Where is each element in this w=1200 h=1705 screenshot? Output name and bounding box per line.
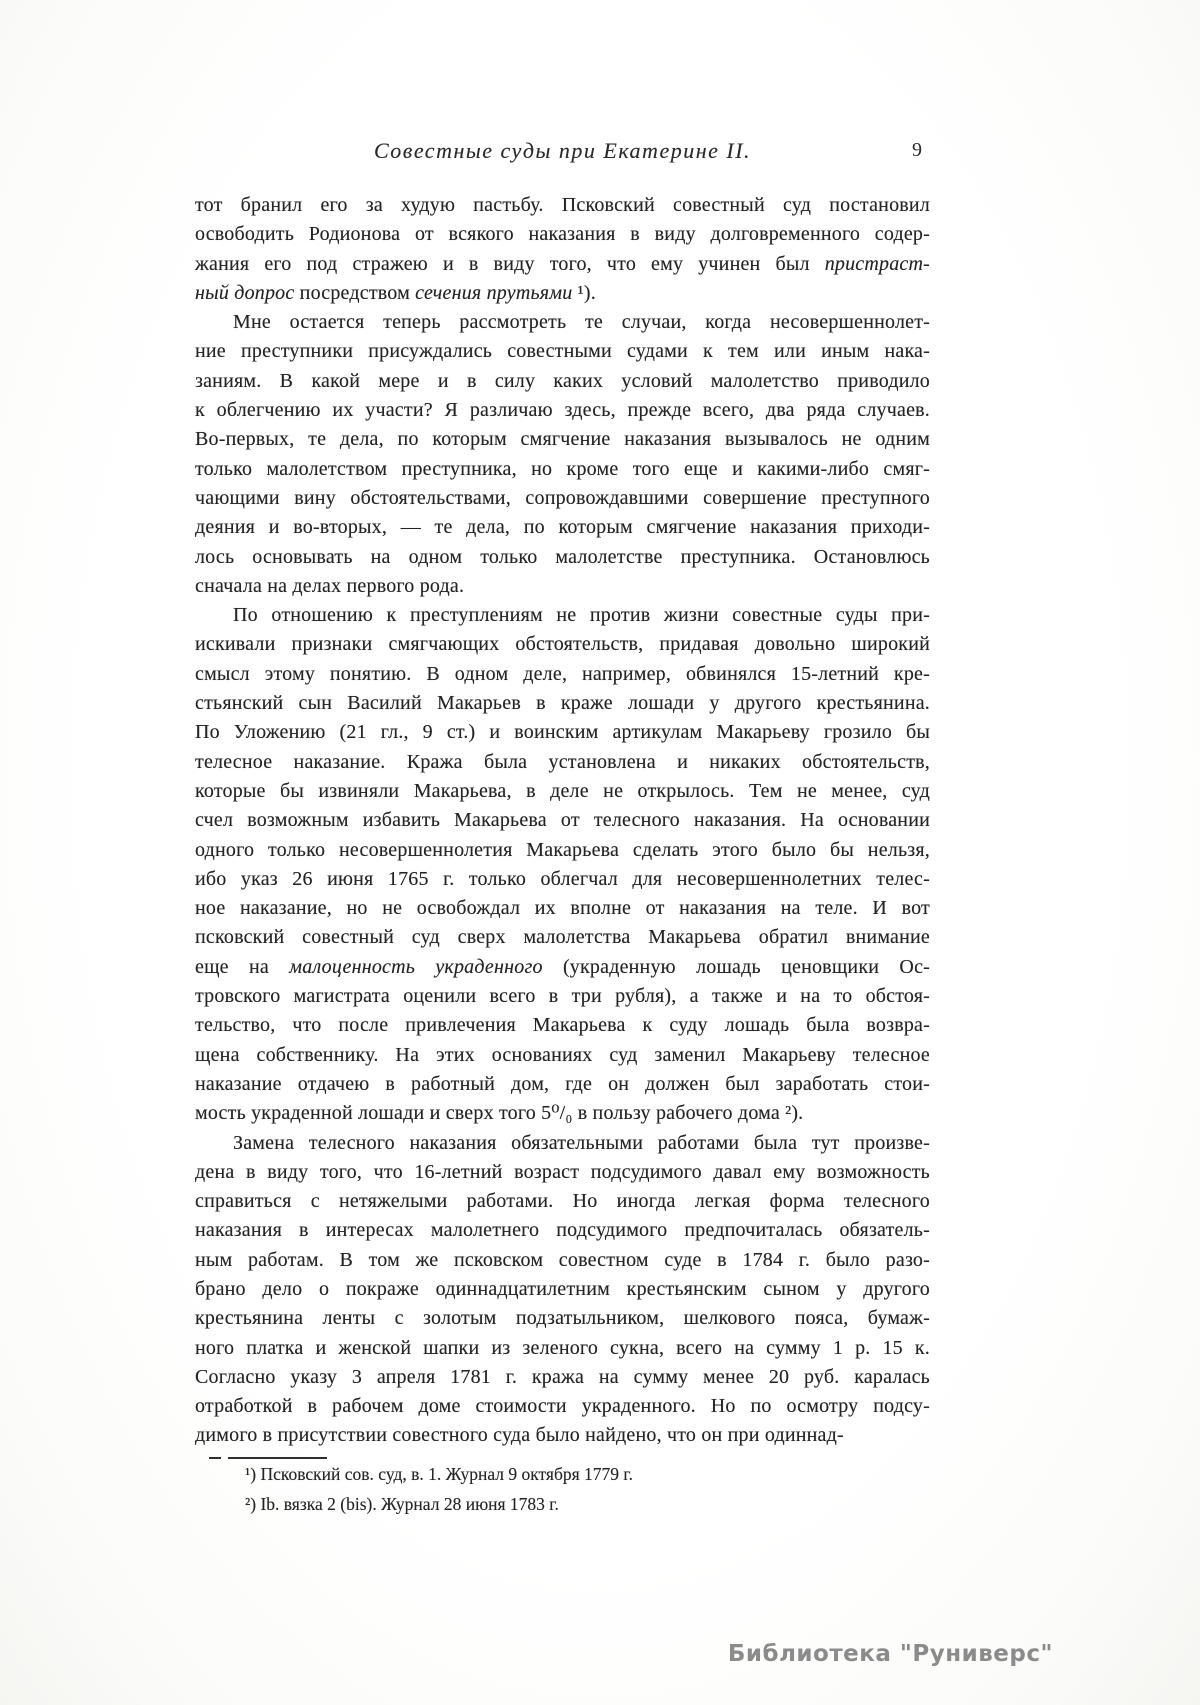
text-line: Согласно указу 3 апреля 1781 г. кража на сумму менее 20 руб. каралась — [195, 1365, 930, 1388]
paragraph — [195, 601, 930, 1128]
library-watermark: Библиотека "Руниверс" — [727, 1641, 1053, 1667]
text-line: тельство, что после привлечения Макарьева к суду лошадь была возвра- — [195, 1014, 930, 1037]
text-line: лось основывать на одном только малолетстве преступника. Остановлюсь — [195, 545, 930, 568]
text-line: ного платка и женской шапки из зеленого сукна, всего на сумму 1 р. 15 к. — [195, 1336, 930, 1359]
text-line: ние преступники присуждались совестными судами к тем или иным нака- — [195, 340, 930, 363]
text-line: освободить Родионова от всякого наказания в виду долговременного содер- — [195, 223, 930, 246]
paragraph — [195, 191, 930, 308]
text-line: Мне остается теперь рассмотреть те случаи, когда несовершеннолет- — [233, 311, 930, 334]
text-line: ибо указ 26 июня 1765 г. только облегчал для несовершеннолетних телес- — [195, 867, 930, 890]
text-line: брано дело о покраже одиннадцатилетним крестьянским сыном у другого — [195, 1277, 930, 1300]
text-line: тот бранил его за худую пастьбу. Псковский совестный суд постановил — [195, 194, 930, 216]
text-line: стьянский сын Василий Макарьев в краже лошади у другого крестьянина. — [195, 692, 930, 715]
body-paragraphs — [195, 191, 930, 1451]
text-line: Замена телесного наказания обязательными работами была тут произве- — [233, 1131, 930, 1154]
text-line: щена собственнику. На этих основаниях суд заменил Макарьеву телесное — [195, 1043, 930, 1066]
text-line: ный допрос посредством сечения прутьями ¹). — [195, 281, 596, 304]
text-line: По отношению к преступлениям не против жизни совестные суды при- — [233, 604, 930, 627]
text-line: телесное наказание. Кража была установлена и никаких обстоятельств, — [195, 750, 930, 773]
running-header-title: Совестные суды при Екатерине II. — [373, 138, 752, 163]
text-line: наказание отдачею в работный дом, где он должен был заработать стои- — [195, 1072, 930, 1095]
text-line: мость украденной лошади и сверх того 5⁰/₀ в пользу рабочего дома ²). — [195, 1102, 804, 1125]
text-line: счел возможным избавить Макарьева от телесного наказания. На основании — [195, 809, 930, 832]
page-number: 9 — [912, 139, 922, 161]
text-line: заниям. В какой мере и в силу каких условий малолетство приводило — [195, 369, 930, 392]
text-line: наказания в интересах малолетнего подсудимого предпочиталась обязатель- — [195, 1219, 930, 1242]
text-line: псковский совестный суд сверх малолетства Макарьева обратил внимание — [195, 926, 930, 949]
text-line: отработкой в рабочем доме стоимости украденного. Но по осмотру подсу- — [195, 1395, 930, 1418]
text-line: жания его под стражею и в виду того, что ему учинен был пристраст- — [195, 252, 930, 275]
text-line: смысл этому понятию. В одном деле, например, обвинялся 15-летний кре- — [195, 662, 930, 685]
text-line: деяния и во-вторых, — те дела, по которым смягчение наказания приходи- — [195, 516, 930, 539]
text-line: крестьянина ленты с золотым подзатыльником, шелкового пояса, бумаж- — [195, 1307, 930, 1330]
text-line: к облегчению их участи? Я различаю здесь, прежде всего, два ряда случаев. — [195, 399, 930, 422]
text-line: чающими вину обстоятельствами, сопровождавшими совершение преступного — [195, 486, 930, 509]
text-line: которые бы извиняли Макарьева, в деле не открылось. Тем не менее, суд — [195, 779, 930, 802]
text-line: ным работам. В том же псковском совестном суде в 1784 г. было разо- — [195, 1248, 930, 1271]
footnote: ²) Ib. вязка 2 (bis). Журнал 28 июня 1783 г. — [245, 1494, 559, 1514]
text-line: одного только несовершеннолетия Макарьева сделать этого было бы нельзя, — [195, 838, 930, 861]
running-head — [195, 138, 930, 168]
text-line: ное наказание, но не освобождал их вполне от наказания на теле. И вот — [195, 897, 930, 920]
text-line: тровского магистрата оценили всего в три рубля), а также и на то обстоя- — [195, 985, 930, 1008]
footnote: ¹) Псковский сов. суд, в. 1. Журнал 9 октября 1779 г. — [245, 1464, 633, 1484]
text-line: дена в виду того, что 16-летний возраст подсудимого давал ему возможность — [195, 1160, 930, 1183]
text-line: только малолетством преступника, но кроме того еще и какими-либо смяг- — [195, 457, 930, 480]
text-line: димого в присутствии совестного суда было найдено, что он при одиннад- — [195, 1424, 844, 1447]
text-line: справиться с нетяжелыми работами. Но иногда легкая форма телесного — [195, 1190, 930, 1213]
paragraph — [195, 1129, 930, 1451]
text-line: еще на малоценность украденного (украденную лошадь ценовщики Ос- — [195, 955, 931, 978]
footnote-block — [195, 1450, 930, 1519]
text-line: искивали признаки смягчающих обстоятельств, придавая довольно широкий — [195, 633, 930, 656]
paragraph — [195, 308, 930, 601]
text-line: сначала на делах первого рода. — [195, 574, 465, 597]
text-line: Во-первых, те дела, по которым смягчение наказания вызывалось не одним — [195, 428, 930, 451]
text-line: По Уложению (21 гл., 9 ст.) и воинским артикулам Макарьеву грозило бы — [195, 721, 930, 744]
